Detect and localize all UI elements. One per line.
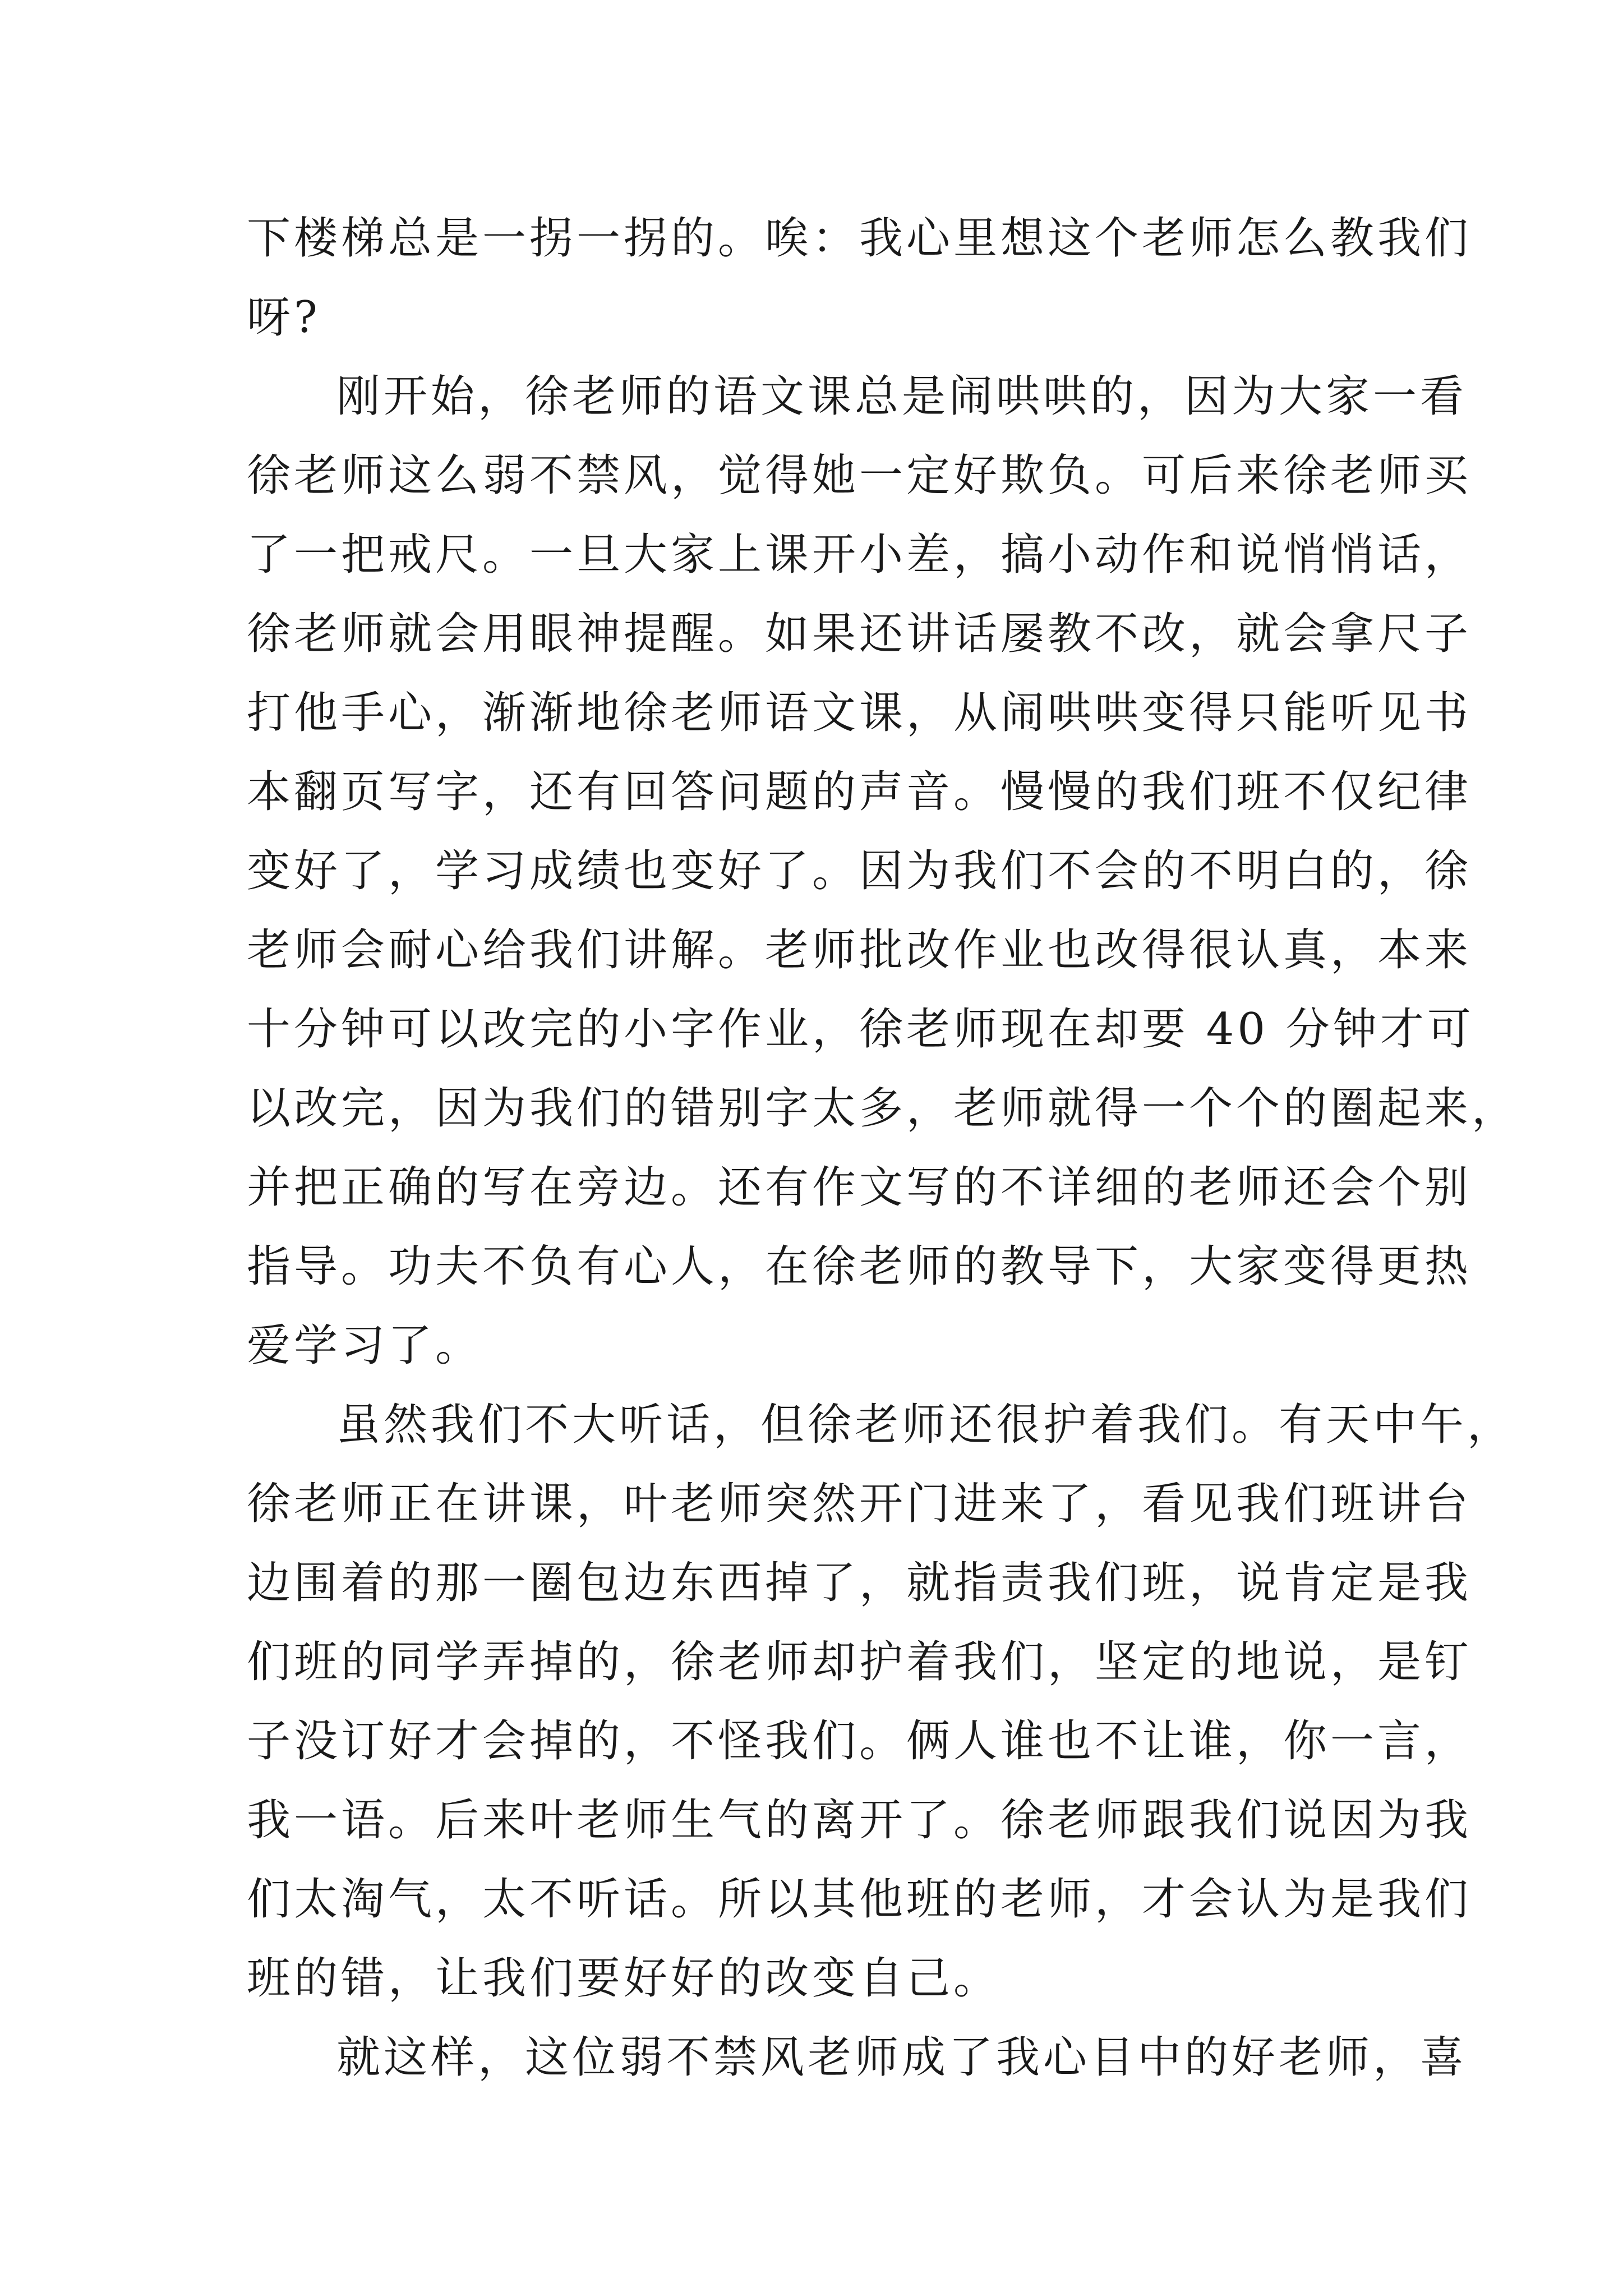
paragraph <box>247 2018 1468 2097</box>
text-line: 班的错，让我们要好好的改变自己。 <box>247 1953 1001 2004</box>
text-line: 爱学习了。 <box>247 1320 483 1371</box>
text-line: 边围着的那一圈包边东西掉了，就指责我们班，说肯定是我 <box>247 1558 1472 1608</box>
text-line: 就这样，这位弱不禁风老师成了我心目中的好老师，喜 <box>336 2032 1468 2083</box>
text-line: 徐老师这么弱不禁风，觉得她一定好欺负。可后来徐老师买 <box>247 450 1472 501</box>
text-line: 本翻页写字，还有回答问题的声音。慢慢的我们班不仅纪律 <box>247 767 1472 817</box>
text-line: 以改完，因为我们的错别字太多，老师就得一个个的圈起来， <box>247 1083 1519 1134</box>
text-line: 虽然我们不大听话，但徐老师还很护着我们。有天中午， <box>336 1400 1515 1450</box>
paragraph <box>247 1386 1515 2018</box>
text-line: 们班的同学弄掉的，徐老师却护着我们，坚定的地说，是钉 <box>247 1637 1472 1687</box>
text-line: 我一语。后来叶老师生气的离开了。徐老师跟我们说因为我 <box>247 1795 1472 1846</box>
text-line: 下楼梯总是一拐一拐的。唉：我心里想这个老师怎么教我们 <box>247 213 1472 264</box>
text-line: 呀? <box>247 292 321 343</box>
text-line: 指导。功夫不负有心人，在徐老师的教导下，大家变得更热 <box>247 1241 1472 1292</box>
paragraph <box>247 199 1472 357</box>
text-line: 们太淘气，太不听话。所以其他班的老师，才会认为是我们 <box>247 1874 1472 1925</box>
text-line: 子没订好才会掉的，不怪我们。俩人谁也不让谁，你一言， <box>247 1716 1472 1766</box>
text-line: 并把正确的写在旁边。还有作文写的不详细的老师还会个别 <box>247 1162 1472 1213</box>
document-body <box>247 199 1519 2097</box>
text-line: 老师会耐心给我们讲解。老师批改作业也改得很认真，本来 <box>247 925 1472 976</box>
text-line: 徐老师就会用眼神提醒。如果还讲话屡教不改，就会拿尺子 <box>247 609 1472 659</box>
text-line: 十分钟可以改完的小字作业，徐老师现在却要 40 分钟才可 <box>247 1004 1474 1055</box>
text-line: 变好了，学习成绩也变好了。因为我们不会的不明白的，徐 <box>247 846 1472 896</box>
paragraph <box>247 357 1519 1386</box>
text-line: 徐老师正在讲课，叶老师突然开门进来了，看见我们班讲台 <box>247 1479 1472 1529</box>
text-line: 刚开始，徐老师的语文课总是闹哄哄的，因为大家一看 <box>336 371 1468 422</box>
text-line: 了一把戒尺。一旦大家上课开小差，搞小动作和说悄悄话， <box>247 530 1472 580</box>
text-line: 打他手心，渐渐地徐老师语文课，从闹哄哄变得只能听见书 <box>247 688 1472 738</box>
